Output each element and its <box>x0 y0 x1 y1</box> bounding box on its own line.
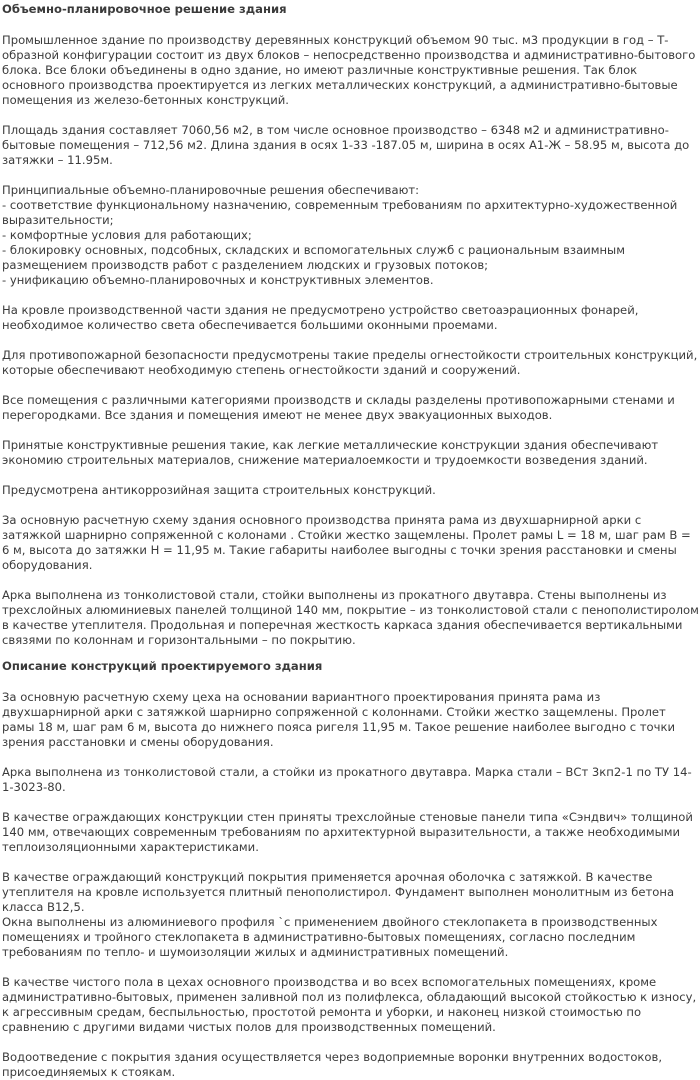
paragraph: Водоотведение с покрытия здания осуществляется через водоприемные воронки внутренних водостоков, присоединяемых к стоякам. <box>2 1050 663 1079</box>
paragraph: На кровле производственной части здания не предусмотрено устройство светоаэрационных фонарей, необходимое количество света обеспечивается большими оконными проемами. <box>2 303 639 332</box>
paragraph: Принятые конструктивные решения такие, как легкие металлические конструкции здания обеспечивают экономию строительных материалов, снижение материалоемкости и трудоемкости возведения зданий. <box>2 438 659 467</box>
paragraph: В качестве чистого пола в цехах основного производства и во всех вспомогательных помещениях, кроме административно-бытовых, применен заливной пол из полифлекса, обладающий высокой стойкостью к износу, к агрессивным средам, беспыльностью, простотой ремонта и уборки, и наконец низкой стоимостью по сравнению с другими видами чистых полов для производственных помещений. <box>2 975 697 1034</box>
paragraph: Арка выполнена из тонколистовой стали, стойки выполнены из прокатного двутавра. Стены выполнены из трехслойных алюминиевых панелей толщиной 140 мм, покрытие – из тонколистовой стали с пенополистиролом в качестве утеплителя. Продольная и поперечная жесткость каркаса здания обеспечивается вертикальными связями по колоннам и горизонтальными – по покрытию. <box>2 588 699 647</box>
paragraph: Для противопожарной безопасности предусмотрены такие пределы огнестойкости строительных конструкций, которые обеспечивают необходимую степень огнестойкости зданий и сооружений. <box>2 348 698 377</box>
paragraph: Все помещения с различными категориями производств и склады разделены противопожарными стенами и перегородками. Все здания и помещения имеют не менее двух эвакуационных выходов. <box>2 393 675 422</box>
paragraph: Предусмотрена антикоррозийная защита строительных конструкций. <box>2 483 436 497</box>
paragraph: В качестве ограждающий конструкций покрытия применяется арочная оболочка с затяжкой. В качестве утеплителя на кровле используется плитный пенополистирол. Фундамент выполнен монолитным из бетона класса В12,5. Окна выполнены из алюминиевого профиля `с применением двойного стеклопакета в производственных помещениях и тройного стеклопакета в административно-бытовых помещениях, согласно последним требованиям по тепло- и шумоизоляции жилых и административных помещений. <box>2 870 675 959</box>
paragraph: В качестве ограждающих конструкции стен приняты трехслойные стеновые панели типа «Сэндвич» толщиной 140 мм, отвечающих современным требованиям по архитектурной выразительности, а также необходимыми теплоизоляционными характеристиками. <box>2 810 693 854</box>
section-heading: Описание конструкций проектируемого здания <box>2 659 323 673</box>
paragraph: Принципиальные объемно-планировочные решения обеспечивают: - соответствие функциональному назначению, современным требованиям по архитектурно-художественной выразительности; - комфортные условия для работающих; - блокировку основных, подсобных, складских и вспомогательных служб с рациональным взаимным размещением производств работ с разделением людских и грузовых потоков; - унификацию объемно-планировочных и конструктивных элементов. <box>2 183 678 287</box>
section-heading: Объемно-планировочное решение здания <box>2 2 287 16</box>
paragraph: За основную расчетную схему здания основного производства принята рама из двухшарнирной арки с затяжкой шарнирно сопряженной с колонами . Стойки жестко защемлены. Пролет рамы L = 18 м, шаг рам B = 6 м, высота до затяжки H = 11,95 м. Такие габариты наиболее выгодны с точки зрения расстановки и смены оборудования. <box>2 513 691 572</box>
paragraph: Промышленное здание по производству деревянных конструкций объемом 90 тыс. м3 продукции в год – Т-образной конфигурации состоит из двух блоков – непосредственно производства и административно-бытового блока. Все блоки объединены в одно здание, но имеют различные конструктивные решения. Так блок основного производства проектируется из легких металлических конструкций, а административно-бытовые помещения из железо-бетонных конструкций. <box>2 33 696 107</box>
paragraph: Площадь здания составляет 7060,56 м2, в том числе основное производство – 6348 м2 и административно-бытовые помещения – 712,56 м2. Длина здания в осях 1-33 -187.05 м, ширина в осях А1-Ж – 58.95 м, высота до затяжки – 11.95м. <box>2 123 690 167</box>
paragraph: Арка выполнена из тонколистовой стали, а стойки из прокатного двутавра. Марка стали – ВСт 3кп2-1 по ТУ 14-1-3023-80. <box>2 765 692 794</box>
paragraph: За основную расчетную схему цеха на основании вариантного проектирования принята рама из двухшарнирной арки с затяжкой шарнирно сопряженной с колоннами. Стойки жестко защемлены. Пролет рамы 18 м, шаг рам 6 м, высота до нижнего пояса ригеля 11,95 м. Такое решение наиболее выгодно с точки зрения расстановки и смены оборудования. <box>2 690 676 749</box>
